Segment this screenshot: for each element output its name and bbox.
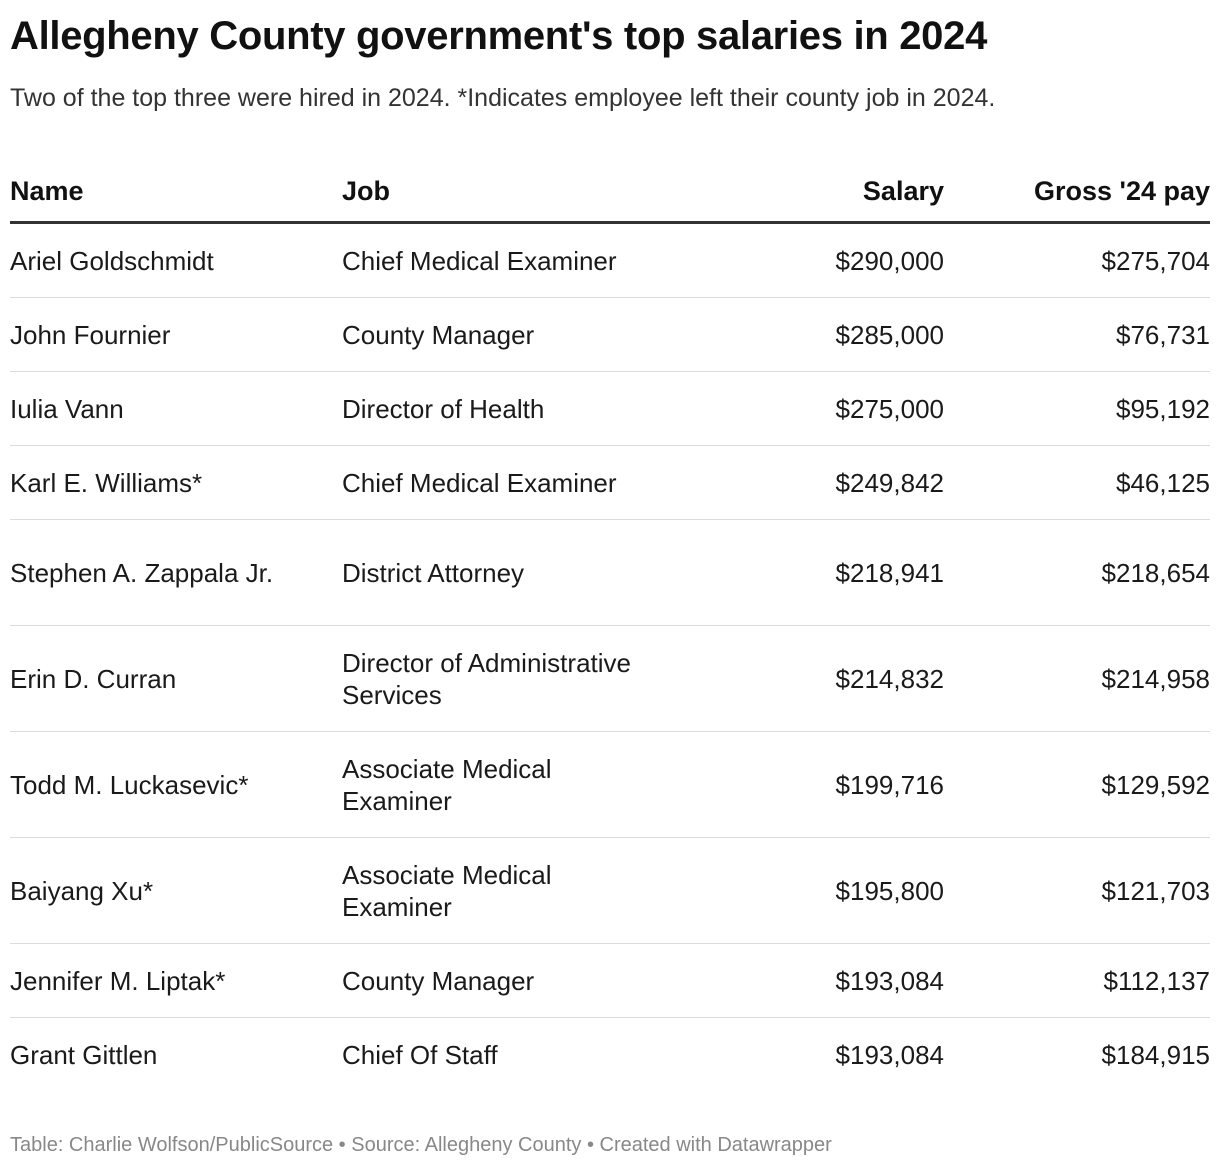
cell-name: Iulia Vann bbox=[10, 393, 124, 424]
cell-job: District Attorney bbox=[342, 557, 525, 588]
cell-gross-pay: $46,125 bbox=[1116, 467, 1210, 498]
cell-name: Erin D. Curran bbox=[10, 663, 177, 694]
cell-job: Chief Of Staff bbox=[342, 1040, 498, 1070]
table-row bbox=[10, 732, 1210, 838]
column-header-name: Name bbox=[10, 175, 84, 206]
cell-name: Grant Gittlen bbox=[10, 1040, 158, 1070]
cell-salary: $193,084 bbox=[835, 1040, 944, 1070]
cell-gross-pay: $218,654 bbox=[1101, 557, 1210, 588]
table-row bbox=[10, 298, 1210, 372]
cell-gross-pay: $112,137 bbox=[1103, 965, 1210, 996]
cell-salary: $195,800 bbox=[835, 875, 944, 906]
cell-salary: $218,941 bbox=[835, 557, 944, 588]
cell-name: Jennifer M. Liptak* bbox=[10, 965, 226, 996]
cell-salary: $199,716 bbox=[835, 769, 944, 800]
column-header-job: Job bbox=[342, 175, 391, 206]
column-header-salary: Salary bbox=[862, 175, 944, 206]
cell-job: Chief Medical Examiner bbox=[342, 245, 617, 276]
chart-subtitle: Two of the top three were hired in 2024. *Indicates employee left their county job in 2024. bbox=[10, 84, 996, 112]
cell-name: John Fournier bbox=[10, 319, 171, 350]
cell-gross-pay: $121,703 bbox=[1101, 875, 1210, 906]
cell-salary: $290,000 bbox=[835, 245, 944, 276]
table-body bbox=[10, 224, 1210, 1092]
cell-name: Todd M. Luckasevic* bbox=[10, 769, 249, 800]
cell-salary: $193,084 bbox=[835, 965, 944, 996]
table-row bbox=[10, 446, 1210, 520]
chart-footer: Table: Charlie Wolfson/PublicSource • Source: Allegheny County • Created with Datawrapper bbox=[10, 1134, 832, 1156]
chart-title: Allegheny County government's top salaries in 2024 bbox=[10, 14, 988, 58]
table-row bbox=[10, 372, 1210, 446]
table-row bbox=[10, 224, 1210, 298]
cell-job: Director of Health bbox=[342, 393, 545, 424]
cell-gross-pay: $76,731 bbox=[1116, 319, 1210, 350]
cell-salary: $285,000 bbox=[835, 319, 944, 350]
cell-job: County Manager bbox=[342, 965, 535, 996]
column-header-gross-pay: Gross '24 pay bbox=[1033, 175, 1210, 206]
cell-name: Karl E. Williams* bbox=[10, 467, 203, 498]
cell-gross-pay: $275,704 bbox=[1101, 245, 1210, 276]
cell-salary: $275,000 bbox=[835, 393, 944, 424]
cell-name: Baiyang Xu* bbox=[10, 875, 154, 906]
table-row bbox=[10, 520, 1210, 626]
table-row bbox=[10, 838, 1210, 944]
table-header-row bbox=[10, 160, 1210, 224]
salary-table bbox=[10, 160, 1210, 1092]
cell-job: County Manager bbox=[342, 319, 535, 350]
cell-job: Associate Medical Examiner bbox=[342, 859, 552, 922]
cell-job: Chief Medical Examiner bbox=[342, 467, 617, 498]
cell-salary: $214,832 bbox=[835, 663, 944, 694]
cell-gross-pay: $214,958 bbox=[1101, 663, 1210, 694]
cell-gross-pay: $129,592 bbox=[1101, 769, 1210, 800]
cell-name: Stephen A. Zappala Jr. bbox=[10, 557, 274, 588]
cell-salary: $249,842 bbox=[835, 467, 944, 498]
cell-job: Associate Medical Examiner bbox=[342, 753, 552, 816]
table-row bbox=[10, 1018, 1210, 1092]
cell-gross-pay: $95,192 bbox=[1116, 393, 1210, 424]
table-row bbox=[10, 944, 1210, 1018]
table-row bbox=[10, 626, 1210, 732]
cell-job: Director of Administrative Services bbox=[342, 647, 631, 710]
cell-name: Ariel Goldschmidt bbox=[10, 245, 214, 276]
cell-gross-pay: $184,915 bbox=[1101, 1040, 1210, 1070]
